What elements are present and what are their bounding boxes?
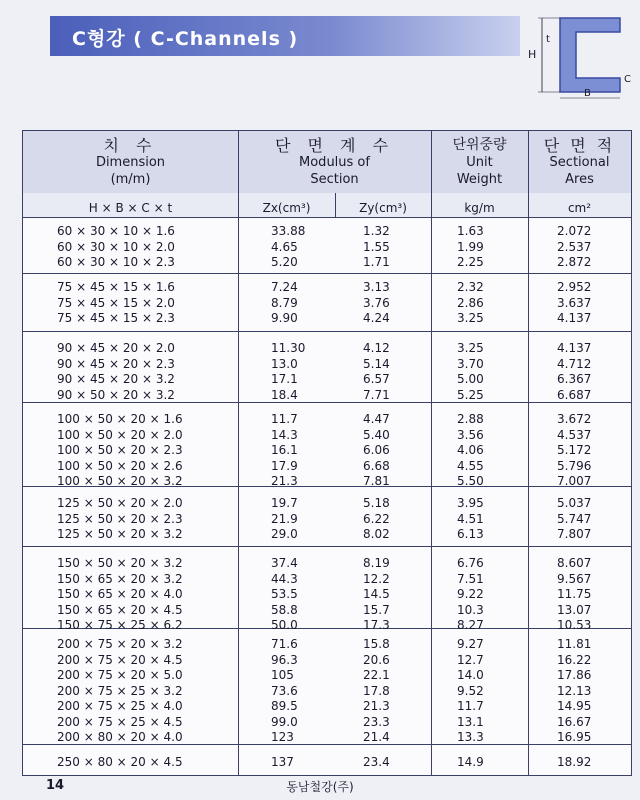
table-row [23, 428, 631, 443]
area-cell: 2.952 [557, 280, 592, 294]
zy-cell: 14.5 [363, 587, 390, 601]
area-cell: 2.872 [557, 255, 592, 269]
weight-cell: 8.27 [457, 618, 484, 632]
weight-cell: 10.3 [457, 602, 484, 617]
zx-cell: 73.6 [271, 683, 298, 698]
area-cell: 4.137 [557, 311, 592, 325]
dimension-cell: 75 × 45 × 15 × 2.0 [57, 295, 175, 310]
weight-cell: 3.25 [457, 311, 484, 325]
dimension-cell: 90 × 45 × 20 × 2.0 [57, 341, 175, 355]
sub-weight: kg/m [464, 201, 495, 215]
area-cell: 6.367 [557, 372, 592, 386]
zy-cell: 6.22 [363, 511, 390, 526]
table-row [23, 240, 631, 255]
weight-cell: 9.27 [457, 637, 484, 651]
dimension-header [23, 137, 238, 188]
weight-header [431, 137, 528, 188]
table-row [23, 443, 631, 458]
weight-cell: 2.86 [457, 295, 484, 310]
weight-cell: 6.76 [457, 556, 484, 570]
dimension-cell: 60 × 30 × 10 × 1.6 [57, 224, 175, 238]
table-row [23, 412, 631, 427]
zx-cell: 137 [271, 755, 294, 769]
table-row [23, 653, 631, 668]
weight-cell: 4.06 [457, 443, 484, 457]
zy-cell: 22.1 [363, 668, 390, 682]
zy-cell: 6.68 [363, 458, 390, 473]
area-cell: 5.037 [557, 496, 592, 510]
weight-cell: 9.52 [457, 683, 484, 698]
weight-en2: Weight [456, 172, 503, 187]
weight-cell: 2.25 [457, 255, 484, 269]
area-cell: 16.95 [557, 730, 592, 744]
dimension-cell: 100 × 50 × 20 × 2.0 [57, 427, 183, 442]
c-channel-diagram [520, 10, 640, 100]
row-group [23, 749, 631, 775]
row-group [23, 275, 631, 332]
area-cell: 3.637 [557, 295, 592, 310]
sub-zx: Zx(cm³) [262, 201, 311, 215]
table-row [23, 637, 631, 652]
table-row [23, 755, 631, 770]
dimension-cell: 75 × 45 × 15 × 2.3 [57, 311, 175, 325]
dimension-ko: 치 수 [103, 136, 158, 155]
dimension-cell: 150 × 65 × 20 × 4.5 [57, 602, 183, 617]
modulus-header [238, 137, 431, 188]
zx-cell: 21.3 [271, 474, 298, 488]
weight-cell: 12.7 [457, 652, 484, 667]
zx-cell: 17.9 [271, 458, 298, 473]
zy-cell: 17.3 [363, 618, 390, 632]
table-row [23, 280, 631, 295]
table-row [23, 512, 631, 527]
weight-cell: 3.25 [457, 341, 484, 355]
zy-cell: 1.32 [363, 224, 390, 238]
zx-cell: 9.90 [271, 311, 298, 325]
sub-area: cm² [567, 201, 592, 215]
table-row [23, 255, 631, 270]
weight-cell: 4.51 [457, 511, 484, 526]
page-title: C형강 ( C-Channels ) [72, 28, 299, 50]
zx-cell: 58.8 [271, 602, 298, 617]
weight-cell: 6.13 [457, 527, 484, 541]
table-row [23, 603, 631, 618]
area-cell: 14.95 [557, 699, 592, 713]
weight-cell: 14.0 [457, 668, 484, 682]
weight-cell: 5.50 [457, 474, 484, 488]
area-header [528, 137, 631, 188]
zx-cell: 17.1 [271, 372, 298, 386]
table-row [23, 684, 631, 699]
zy-cell: 20.6 [363, 652, 390, 667]
dimension-cell: 125 × 50 × 20 × 2.0 [57, 496, 183, 510]
dimension-cell: 125 × 50 × 20 × 2.3 [57, 511, 183, 526]
table-row [23, 556, 631, 571]
weight-cell: 3.95 [457, 496, 484, 510]
table-row [23, 357, 631, 372]
dimension-cell: 150 × 50 × 20 × 3.2 [57, 556, 183, 570]
table-row [23, 730, 631, 745]
table-row [23, 296, 631, 311]
weight-cell: 2.88 [457, 412, 484, 426]
dimension-cell: 60 × 30 × 10 × 2.0 [57, 239, 175, 254]
dimension-unit: (m/m) [110, 172, 151, 187]
area-cell: 13.07 [557, 602, 592, 617]
area-cell: 16.67 [557, 714, 592, 729]
area-cell: 4.137 [557, 341, 592, 355]
zx-cell: 105 [271, 668, 294, 682]
dimension-cell: 250 × 80 × 20 × 4.5 [57, 755, 183, 769]
zy-cell: 21.4 [363, 730, 390, 744]
sub-dim: H × B × C × t [88, 201, 173, 215]
dimension-cell: 100 × 50 × 20 × 2.3 [57, 443, 183, 457]
table-row [23, 699, 631, 714]
c-channel-table [22, 130, 632, 776]
dimension-cell: 75 × 45 × 15 × 1.6 [57, 280, 175, 294]
modulus-en2: Section [310, 172, 359, 187]
weight-cell: 3.56 [457, 427, 484, 442]
table-row [23, 311, 631, 326]
row-group [23, 551, 631, 632]
dimension-cell: 125 × 50 × 20 × 3.2 [57, 527, 183, 541]
zx-cell: 89.5 [271, 699, 298, 713]
zx-cell: 71.6 [271, 637, 298, 651]
zx-cell: 50.0 [271, 618, 298, 632]
zy-cell: 5.18 [363, 496, 390, 510]
dimension-en: Dimension [95, 155, 166, 170]
table-row [23, 587, 631, 602]
zy-cell: 23.4 [363, 755, 390, 769]
zx-cell: 14.3 [271, 427, 298, 442]
area-cell: 17.86 [557, 668, 592, 682]
dimension-cell: 200 × 75 × 25 × 3.2 [57, 683, 183, 698]
table-row [23, 224, 631, 239]
zx-cell: 29.0 [271, 527, 298, 541]
area-cell: 5.796 [557, 458, 592, 473]
zx-cell: 16.1 [271, 443, 298, 457]
table-row [23, 527, 631, 542]
weight-cell: 13.1 [457, 714, 484, 729]
area-cell: 8.607 [557, 556, 592, 570]
dimension-cell: 200 × 75 × 20 × 4.5 [57, 652, 183, 667]
area-cell: 3.672 [557, 412, 592, 426]
dimension-cell: 60 × 30 × 10 × 2.3 [57, 255, 175, 269]
zx-cell: 37.4 [271, 556, 298, 570]
weight-cell: 3.70 [457, 356, 484, 371]
dimension-cell: 200 × 80 × 20 × 4.0 [57, 730, 183, 744]
dimension-cell: 100 × 50 × 20 × 2.6 [57, 458, 183, 473]
zy-cell: 3.13 [363, 280, 390, 294]
weight-en1: Unit [466, 155, 493, 170]
area-cell: 4.537 [557, 427, 592, 442]
zx-cell: 19.7 [271, 496, 298, 510]
zy-cell: 4.12 [363, 341, 390, 355]
dimension-cell: 150 × 65 × 20 × 4.0 [57, 587, 183, 601]
dim-label-b: B [584, 88, 591, 99]
area-cell: 7.807 [557, 527, 592, 541]
table-row [23, 496, 631, 511]
dimension-cell: 200 × 75 × 20 × 5.0 [57, 668, 183, 682]
dimension-cell: 100 × 50 × 20 × 3.2 [57, 474, 183, 488]
zy-cell: 3.76 [363, 295, 390, 310]
zx-cell: 8.79 [271, 295, 298, 310]
row-group [23, 336, 631, 403]
area-cell: 5.747 [557, 511, 592, 526]
dimension-cell: 90 × 45 × 20 × 3.2 [57, 372, 175, 386]
weight-cell: 5.00 [457, 372, 484, 386]
zx-cell: 21.9 [271, 511, 298, 526]
area-cell: 7.007 [557, 474, 592, 488]
zy-cell: 23.3 [363, 714, 390, 729]
area-en1: Sectional [549, 155, 610, 170]
weight-cell: 9.22 [457, 587, 484, 601]
table-row [23, 668, 631, 683]
zy-cell: 5.40 [363, 427, 390, 442]
area-cell: 5.172 [557, 443, 592, 457]
zy-cell: 7.71 [363, 387, 390, 402]
dimension-cell: 90 × 45 × 20 × 2.3 [57, 356, 175, 371]
dimension-cell: 200 × 75 × 25 × 4.5 [57, 714, 183, 729]
weight-cell: 5.25 [457, 387, 484, 402]
weight-cell: 2.32 [457, 280, 484, 294]
dimension-cell: 150 × 65 × 20 × 3.2 [57, 571, 183, 586]
area-cell: 4.712 [557, 356, 592, 371]
dim-label-t: t [546, 34, 550, 45]
weight-cell: 11.7 [457, 699, 484, 713]
area-cell: 11.81 [557, 637, 592, 651]
zy-cell: 8.02 [363, 527, 390, 541]
table-row [23, 572, 631, 587]
area-ko: 단 면 적 [543, 136, 616, 155]
zx-cell: 99.0 [271, 714, 298, 729]
area-cell: 12.13 [557, 683, 592, 698]
area-cell: 11.75 [557, 587, 592, 601]
zx-cell: 123 [271, 730, 294, 744]
modulus-ko: 단 면 계 수 [274, 136, 395, 155]
weight-cell: 1.99 [457, 239, 484, 254]
zy-cell: 6.57 [363, 372, 390, 386]
zy-cell: 4.47 [363, 412, 390, 426]
dimension-cell: 150 × 75 × 25 × 6.2 [57, 618, 183, 632]
sub-zy: Zy(cm³) [359, 201, 407, 215]
dimension-cell: 90 × 50 × 20 × 3.2 [57, 387, 175, 402]
zy-cell: 4.24 [363, 311, 390, 325]
weight-ko: 단위중량 [452, 137, 507, 153]
table-row [23, 388, 631, 403]
dimension-cell: 200 × 75 × 25 × 4.0 [57, 699, 183, 713]
area-cell: 16.22 [557, 652, 592, 667]
zx-cell: 11.7 [271, 412, 298, 426]
weight-cell: 1.63 [457, 224, 484, 238]
zy-cell: 7.81 [363, 474, 390, 488]
zx-cell: 18.4 [271, 387, 298, 402]
zx-cell: 11.30 [271, 341, 306, 355]
zy-cell: 21.3 [363, 699, 390, 713]
zx-cell: 4.65 [271, 239, 298, 254]
weight-cell: 4.55 [457, 458, 484, 473]
company-name: 동남철강(주) [286, 780, 354, 794]
zy-cell: 15.8 [363, 637, 390, 651]
modulus-en1: Modulus of [299, 155, 370, 170]
weight-cell: 7.51 [457, 571, 484, 586]
zy-cell: 1.55 [363, 239, 390, 254]
weight-cell: 14.9 [457, 755, 484, 769]
row-group [23, 491, 631, 547]
zy-cell: 12.2 [363, 571, 390, 586]
area-cell: 10.53 [557, 618, 592, 632]
area-cell: 6.687 [557, 387, 592, 402]
zy-cell: 15.7 [363, 602, 390, 617]
zx-cell: 44.3 [271, 571, 298, 586]
dimension-cell: 100 × 50 × 20 × 1.6 [57, 412, 183, 426]
zx-cell: 7.24 [271, 280, 298, 294]
zx-cell: 5.20 [271, 255, 298, 269]
weight-cell: 13.3 [457, 730, 484, 744]
zx-cell: 13.0 [271, 356, 298, 371]
table-row [23, 459, 631, 474]
zy-cell: 17.8 [363, 683, 390, 698]
row-group [23, 632, 631, 745]
dim-label-c: C [624, 74, 631, 85]
table-row [23, 618, 631, 633]
zy-cell: 8.19 [363, 556, 390, 570]
table-row [23, 715, 631, 730]
zy-cell: 1.71 [363, 255, 390, 269]
row-group [23, 219, 631, 274]
page-number: 14 [46, 778, 65, 793]
zx-cell: 53.5 [271, 587, 298, 601]
table-row [23, 372, 631, 387]
area-cell: 2.072 [557, 224, 592, 238]
zy-cell: 5.14 [363, 356, 390, 371]
row-group [23, 407, 631, 487]
area-cell: 9.567 [557, 571, 592, 586]
area-en2: Ares [565, 172, 594, 187]
zy-cell: 6.06 [363, 443, 390, 457]
table-row [23, 341, 631, 356]
dim-label-h: H [528, 48, 537, 61]
dimension-cell: 200 × 75 × 20 × 3.2 [57, 637, 183, 651]
area-cell: 18.92 [557, 755, 592, 769]
area-cell: 2.537 [557, 239, 592, 254]
zx-cell: 33.88 [271, 224, 306, 238]
table-row [23, 474, 631, 489]
zx-cell: 96.3 [271, 652, 298, 667]
